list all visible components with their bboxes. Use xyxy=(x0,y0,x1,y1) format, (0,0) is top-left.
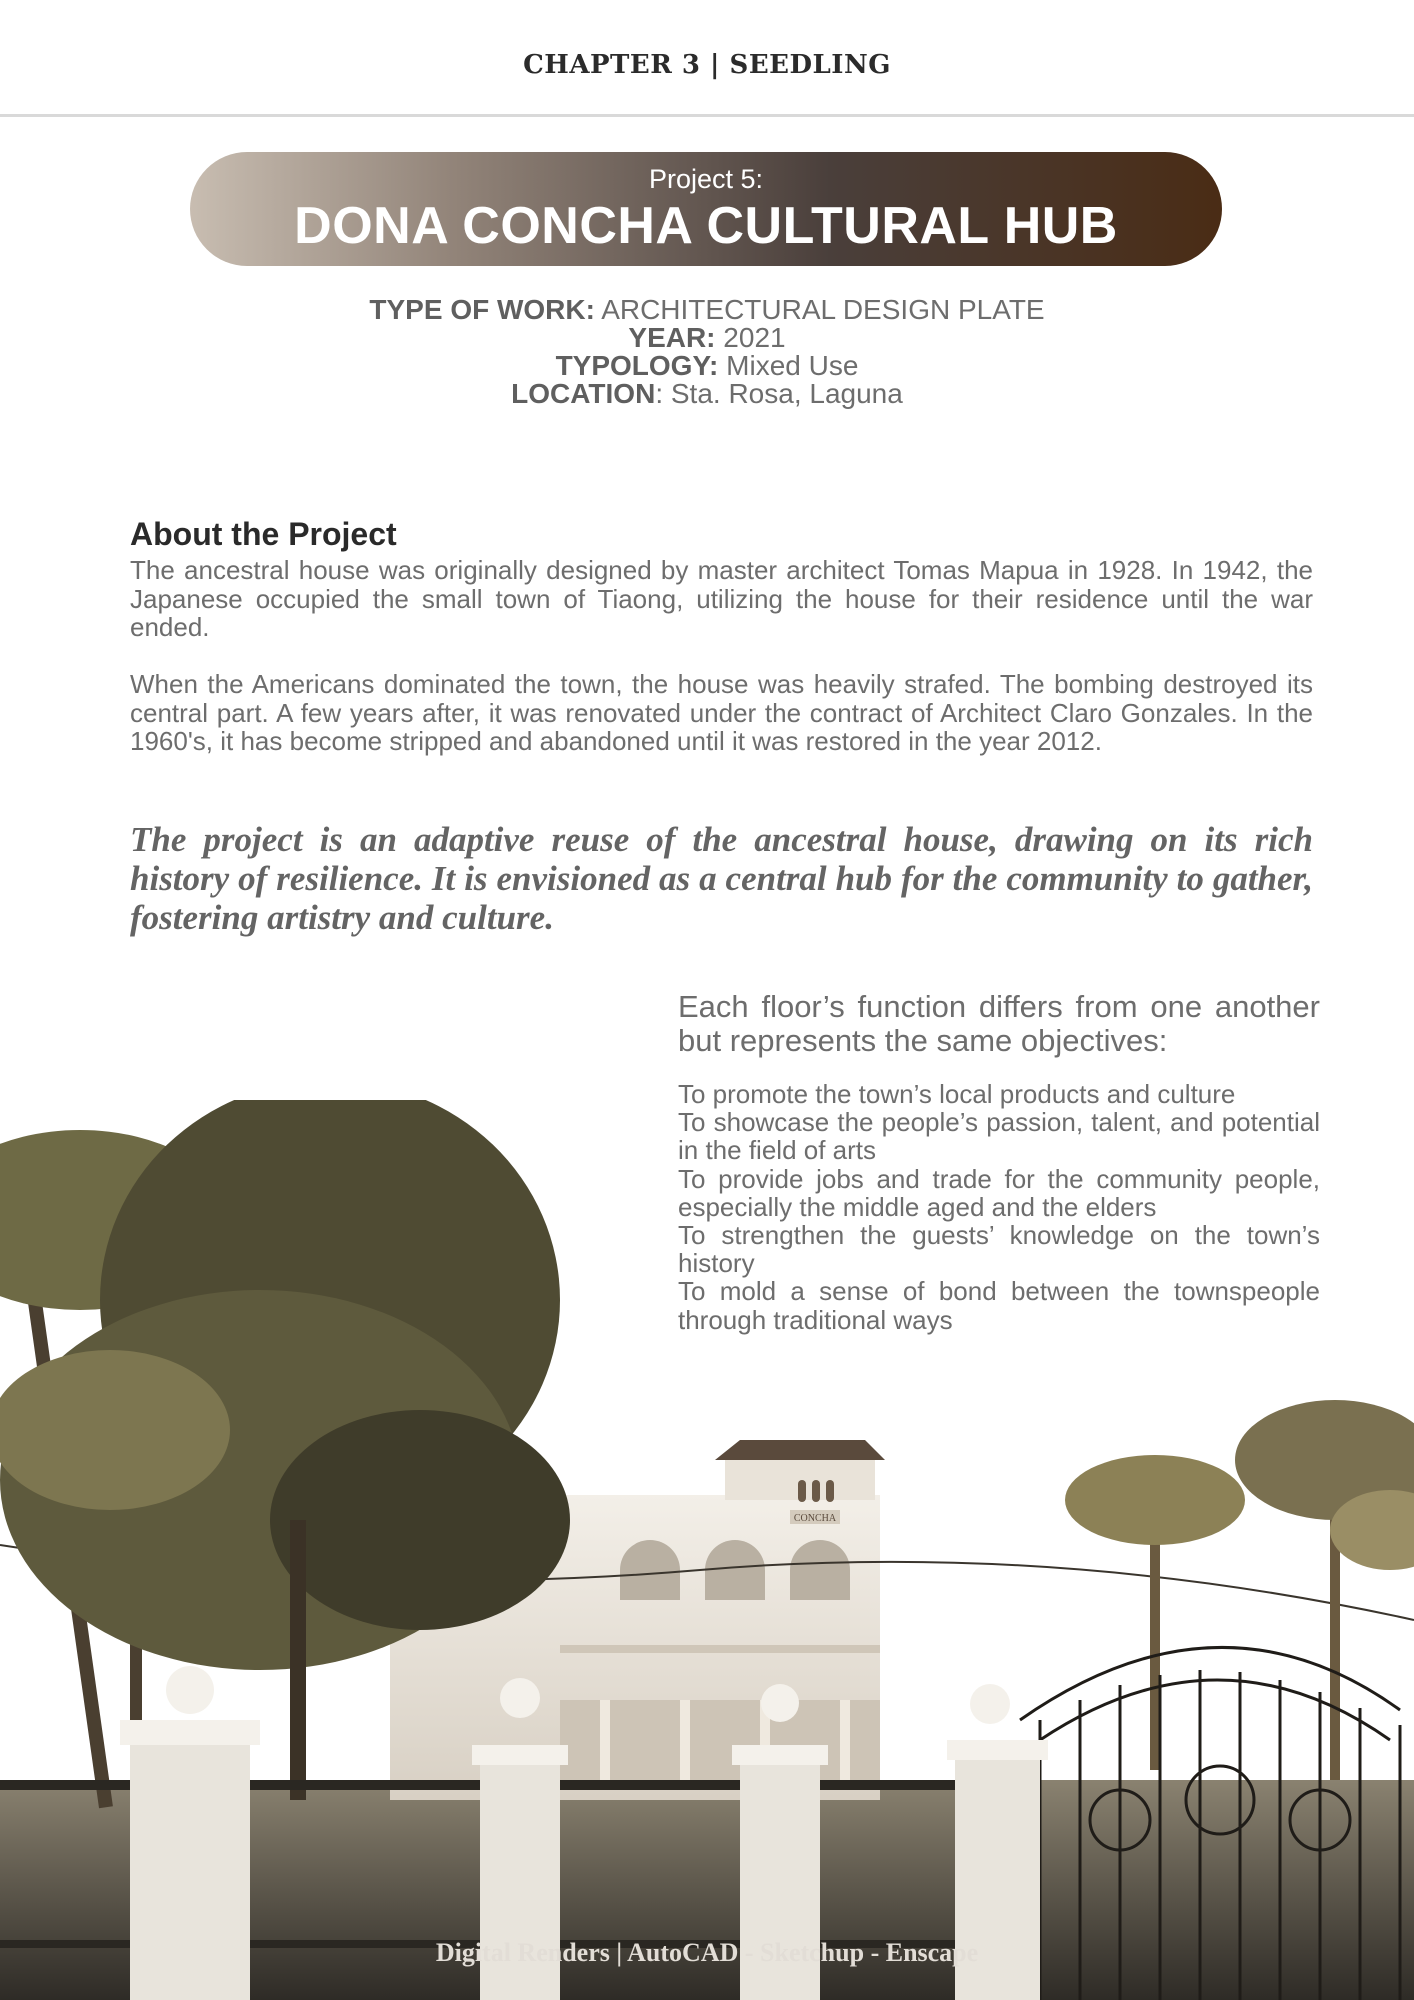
meta-year-row xyxy=(0,324,1414,352)
meta-type-row xyxy=(0,296,1414,324)
meta-type-label: TYPE OF WORK: xyxy=(369,294,595,325)
meta-type-value: ARCHITECTURAL DESIGN PLATE xyxy=(594,294,1045,325)
meta-typology-row xyxy=(0,352,1414,380)
render-credits: Digital Renders | AutoCAD - Sketchup - Enscape xyxy=(435,1938,979,1967)
meta-location-label: LOCATION xyxy=(511,378,656,409)
about-heading: About the Project xyxy=(130,516,397,552)
objectives-section xyxy=(678,990,1320,1334)
project-meta xyxy=(0,296,1414,408)
project-title-banner xyxy=(190,152,1222,266)
objectives-intro: Each floor’s function differs from one another but represents the same objectives: xyxy=(678,989,1320,1058)
house-sign: CONCHA xyxy=(793,1513,837,1524)
about-paragraph-1: The ancestral house was originally designed by master architect Tomas Mapua in 1928. In 1942, the Japanese occupied the small town of Tiaong, utilizing the house for their residence until the war ended. xyxy=(130,555,1313,642)
meta-year-label: YEAR: xyxy=(628,322,716,353)
objective-item: To promote the town’s local products and culture xyxy=(678,1079,1236,1109)
project-title: DONA CONCHA CULTURAL HUB xyxy=(294,197,1118,255)
meta-typology-value: Mixed Use xyxy=(718,350,859,381)
meta-location-row xyxy=(0,380,1414,408)
objective-item: To mold a sense of bond between the townspeople through traditional ways xyxy=(678,1276,1320,1335)
chapter-header: CHAPTER 3 | SEEDLING xyxy=(523,50,891,80)
meta-typology-label: TYPOLOGY: xyxy=(555,350,719,381)
about-paragraph-2: When the Americans dominated the town, the house was heavily strafed. The bombing destroyed its central part. A few years after, it was renovated under the contract of Architect Claro Gonzales. In the 1960's, it has become stripped and abandoned until it was restored in the year 2012. xyxy=(130,669,1313,756)
header-divider xyxy=(0,114,1414,117)
objective-item: To strengthen the guests’ knowledge on the town’s history xyxy=(678,1220,1320,1279)
meta-location-value: : Sta. Rosa, Laguna xyxy=(655,378,903,409)
meta-year-value: 2021 xyxy=(715,322,786,353)
project-statement-quote: The project is an adaptive reuse of the ancestral house, drawing on its rich history of resilience. It is envisioned as a central hub for the community to gather, fostering artistry and culture. xyxy=(130,820,1313,937)
objective-item: To showcase the people’s passion, talent, and potential in the field of arts xyxy=(678,1107,1320,1166)
objective-item: To provide jobs and trade for the community people, especially the middle aged and the elders xyxy=(678,1163,1320,1222)
project-number: Project 5: xyxy=(648,164,764,194)
